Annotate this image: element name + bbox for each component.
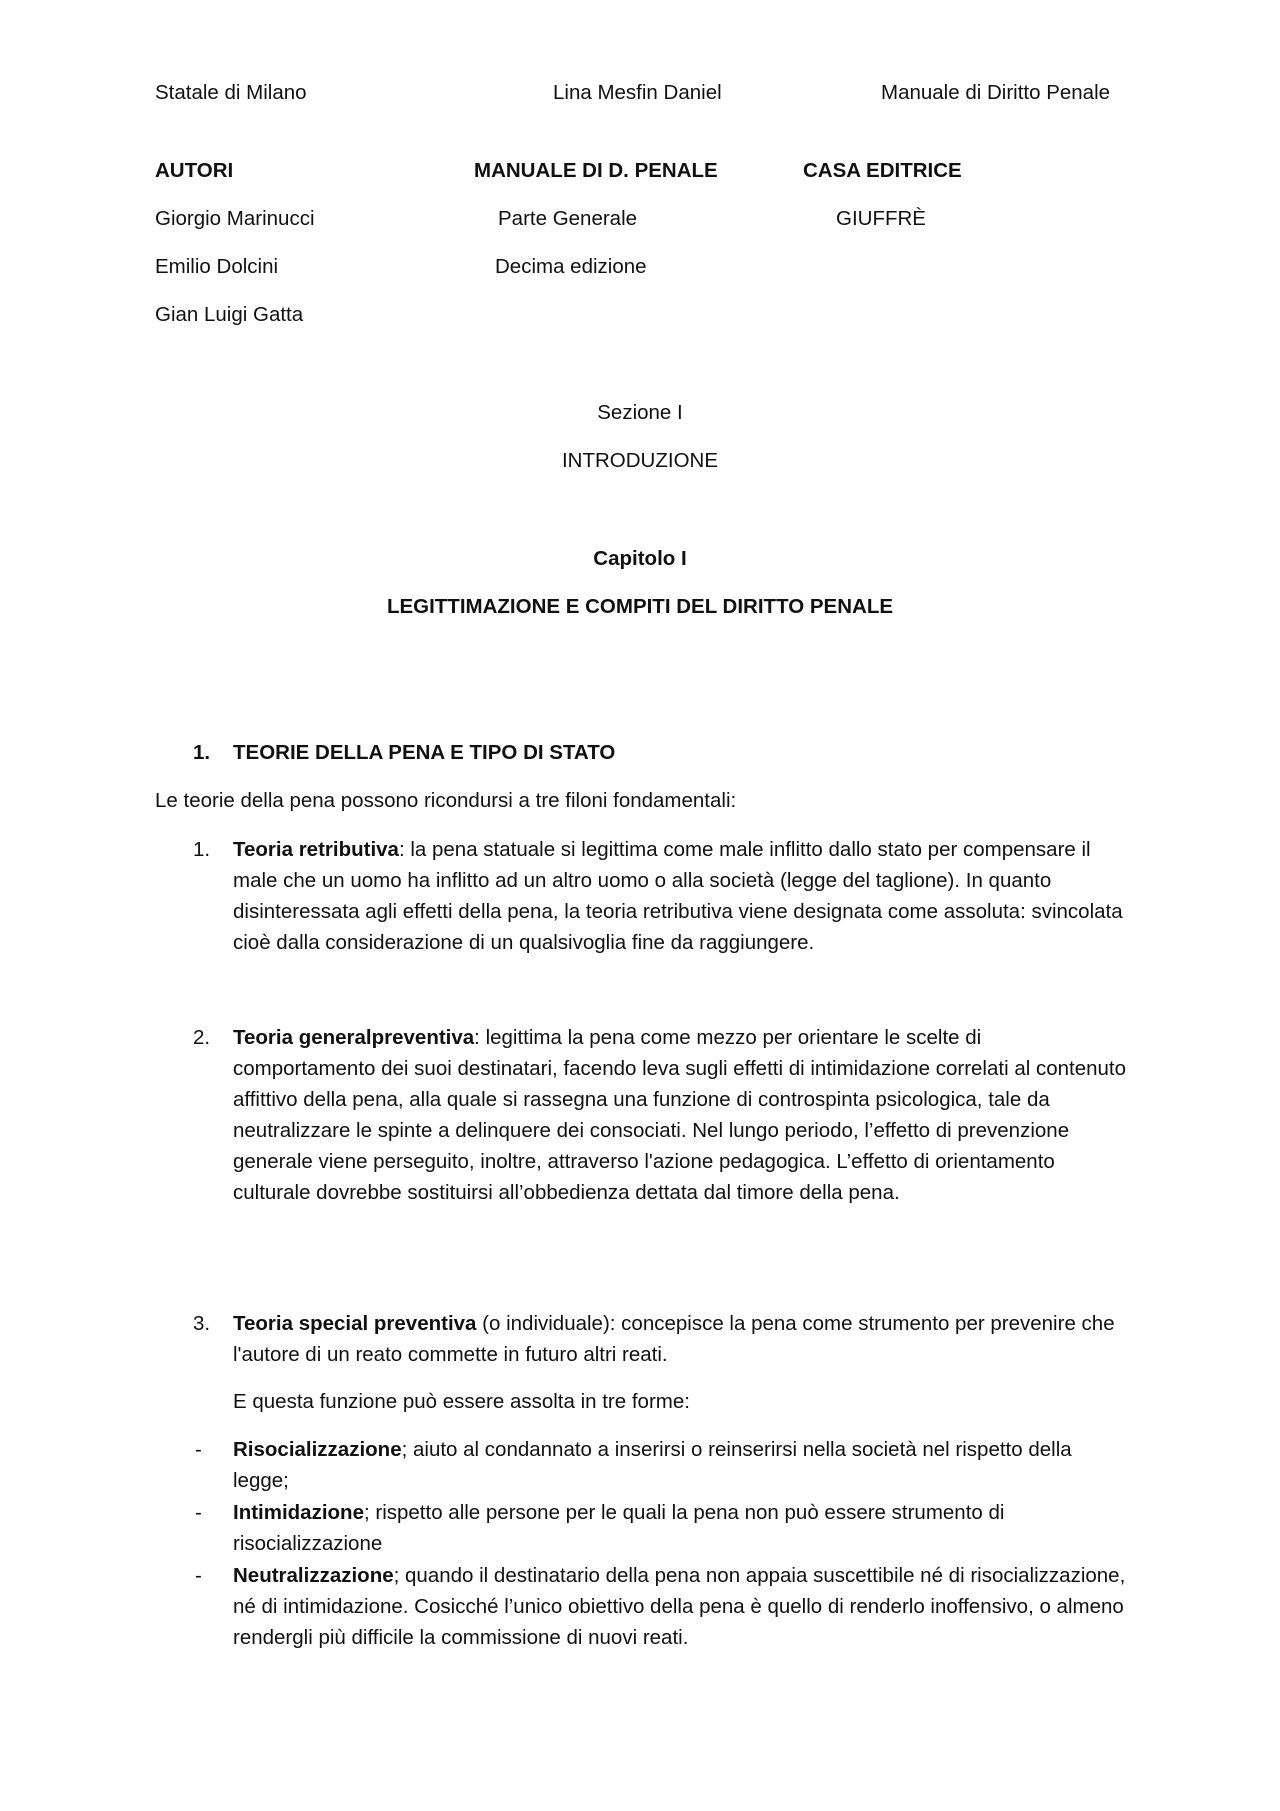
theory-term: Teoria special preventiva	[233, 1312, 477, 1335]
list-number: 3.	[193, 1312, 211, 1335]
form-term: Risocializzazione	[233, 1438, 402, 1461]
form-term: Intimidazione	[233, 1501, 364, 1524]
author-name: Gian Luigi Gatta	[155, 303, 304, 326]
form-term: Neutralizzazione	[233, 1564, 394, 1587]
chapter-title: LEGITTIMAZIONE E COMPITI DEL DIRITTO PENALE	[386, 595, 894, 618]
form-description: ; rispetto alle persone per le quali la pena non può essere strumento di risocializzazione	[233, 1501, 1005, 1555]
publisher-name: GIUFFRÈ	[836, 207, 926, 230]
heading-title: TEORIE DELLA PENA E TIPO DI STATO	[233, 741, 616, 764]
section-label: Sezione I	[597, 401, 683, 424]
manual-part: Parte Generale	[498, 207, 638, 230]
section-title: INTRODUZIONE	[561, 449, 719, 472]
form-description: ; aiuto al condannato a inserirsi o reinserirsi nella società nel rispetto della legge;	[233, 1438, 1072, 1492]
header-author: Lina Mesfin Daniel	[553, 81, 722, 104]
authors-heading: AUTORI	[155, 159, 234, 182]
theory-description: : la pena statuale si legittima come male inflitto dallo stato per compensare il male che un uomo ha inflitto ad un altro uomo o alla società (legge del taglione). In quanto disinteressata agli effetti della pena, la teoria retributiva viene designata come assoluta: svincolata cioè dalla considerazione di un qualsivoglia fine da raggiungere.	[233, 838, 1123, 954]
intro-paragraph: Le teorie della pena possono ricondursi a tre filoni fondamentali:	[155, 789, 737, 812]
list-item-text	[233, 834, 1128, 958]
header-right: Manuale di Diritto Penale	[881, 81, 1111, 104]
manual-heading: MANUALE DI D. PENALE	[474, 159, 718, 182]
author-name: Giorgio Marinucci	[155, 207, 315, 230]
manual-edition: Decima edizione	[495, 255, 647, 278]
list-number: 2.	[193, 1026, 211, 1049]
section-heading	[155, 737, 1145, 768]
bullet-dash: -	[195, 1564, 202, 1587]
theory-description: : legittima la pena come mezzo per orientare le scelte di comportamento dei suoi destinatari, facendo leva sugli effetti di intimidazione correlati al contenuto affittivo della pena, alla quale si rassegna una funzione di controspinta psicologica, tale da neutralizzare le spinte a delinquere dei consociati. Nel lungo periodo, l’effetto di prevenzione generale viene perseguito, inoltre, attraverso l'azione pedagogica. L’effetto di orientamento culturale dovrebbe sostituirsi all’obbedienza dettata dal timore della pena.	[233, 1026, 1127, 1204]
list-number: 1.	[193, 838, 211, 861]
heading-number: 1.	[193, 741, 211, 764]
bullet-item-text	[233, 1560, 1128, 1653]
theory-term: Teoria generalpreventiva	[233, 1026, 475, 1049]
publisher-heading: CASA EDITRICE	[803, 159, 962, 182]
theory-term: Teoria retributiva	[233, 838, 399, 861]
bullet-item-text	[233, 1497, 1128, 1559]
bullet-dash: -	[195, 1501, 202, 1524]
form-description: ; quando il destinatario della pena non appaia suscettibile né di risocializzazione, né di intimidazione. Cosicché l’unico obiettivo della pena è quello di renderlo inoffensivo, o almeno rendergli più difficile la commissione di nuovi reati.	[233, 1564, 1126, 1649]
list-item-text	[233, 1022, 1128, 1208]
bullet-dash: -	[195, 1438, 202, 1461]
bullet-item-text	[233, 1434, 1128, 1496]
list-item-text	[233, 1308, 1128, 1370]
author-name: Emilio Dolcini	[155, 255, 279, 278]
header-left: Statale di Milano	[155, 81, 307, 104]
chapter-label: Capitolo I	[593, 547, 687, 570]
forms-intro: E questa funzione può essere assolta in tre forme:	[233, 1390, 690, 1413]
theory-description: (o individuale): concepisce la pena come strumento per prevenire che l'autore di un reato commette in futuro altri reati.	[233, 1312, 1115, 1366]
